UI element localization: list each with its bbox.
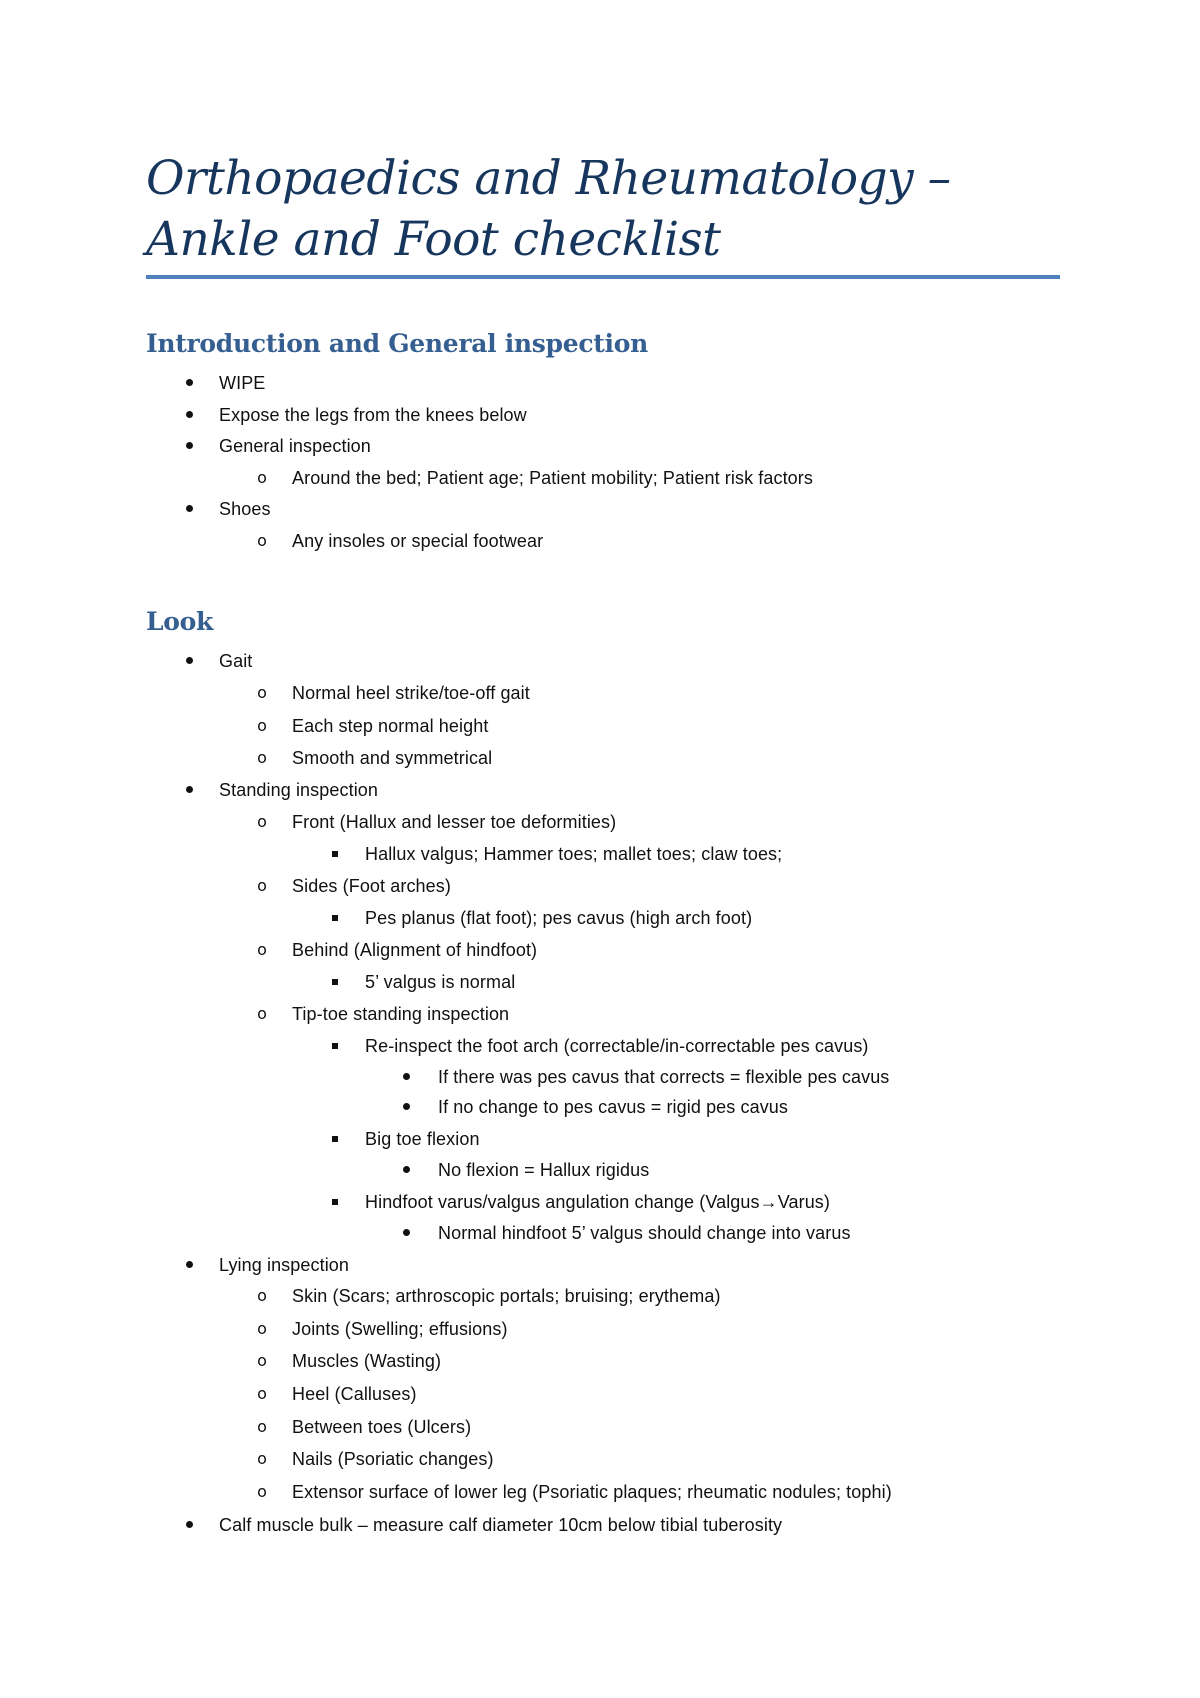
bullet-circle-icon — [252, 678, 272, 708]
checklist-item-text: Smooth and symmetrical — [292, 748, 493, 768]
bullet-dot-icon — [397, 1092, 417, 1122]
document-title: Orthopaedics and Rheumatology – Ankle and Foot checklist — [146, 151, 951, 267]
section-heading-introduction: Introduction and General inspection — [146, 329, 648, 358]
bullet-circle-icon — [252, 1379, 272, 1409]
checklist-item-text: Any insoles or special footwear — [292, 531, 544, 551]
section-heading-look: Look — [146, 607, 214, 636]
checklist-item-text: Each step normal height — [292, 716, 489, 736]
checklist-item-text: Behind (Alignment of hindfoot) — [292, 940, 538, 960]
checklist-item-text: If there was pes cavus that corrects = flexible pes cavus — [438, 1067, 890, 1087]
checklist-item-text: Sides (Foot arches) — [292, 876, 451, 896]
checklist-item-text: Gait — [219, 651, 253, 671]
checklist-item-text: Joints (Swelling; effusions) — [292, 1319, 508, 1339]
bullet-dot-icon — [180, 1250, 200, 1280]
bullet-circle-icon — [252, 1346, 272, 1376]
checklist-item-text: If no change to pes cavus = rigid pes cavus — [438, 1097, 789, 1117]
bullet-dot-icon — [180, 646, 200, 676]
bullet-square-icon — [325, 903, 345, 933]
bullet-square-icon — [325, 1124, 345, 1154]
bullet-dot-icon — [180, 775, 200, 805]
checklist-item-text: Shoes — [219, 499, 271, 519]
bullet-circle-icon — [252, 463, 272, 493]
checklist-item-text: No flexion = Hallux rigidus — [438, 1160, 650, 1180]
bullet-circle-icon — [252, 711, 272, 741]
bullet-dot-icon — [397, 1062, 417, 1092]
checklist-item-text: Calf muscle bulk – measure calf diameter 10cm below tibial tuberosity — [219, 1515, 783, 1535]
checklist-item-text: Around the bed; Patient age; Patient mobility; Patient risk factors — [292, 468, 813, 488]
bullet-circle-icon — [252, 1444, 272, 1474]
bullet-circle-icon — [252, 999, 272, 1029]
bullet-square-icon — [325, 1187, 345, 1217]
checklist-item-text: Standing inspection — [219, 780, 379, 800]
bullet-circle-icon — [252, 871, 272, 901]
checklist-item-text: WIPE — [219, 373, 266, 393]
checklist-item-text: Lying inspection — [219, 1255, 350, 1275]
checklist-item-text: Between toes (Ulcers) — [292, 1417, 472, 1437]
bullet-circle-icon — [252, 1477, 272, 1507]
bullet-square-icon — [325, 839, 345, 869]
checklist-item-text: Extensor surface of lower leg (Psoriatic plaques; rheumatic nodules; tophi) — [292, 1482, 892, 1502]
bullet-dot-icon — [397, 1155, 417, 1185]
bullet-circle-icon — [252, 807, 272, 837]
checklist-item-text: Re-inspect the foot arch (correctable/in-correctable pes cavus) — [365, 1036, 869, 1056]
checklist-item-text: Heel (Calluses) — [292, 1384, 417, 1404]
checklist-item-text: Hallux valgus; Hammer toes; mallet toes; claw toes; — [365, 844, 783, 864]
checklist-item-text: Tip-toe standing inspection — [292, 1004, 510, 1024]
bullet-dot-icon — [180, 431, 200, 461]
bullet-dot-icon — [180, 494, 200, 524]
bullet-dot-icon — [180, 400, 200, 430]
checklist-item-text: Hindfoot varus/valgus angulation change (Valgus→Varus) — [365, 1192, 830, 1212]
bullet-square-icon — [325, 967, 345, 997]
title-underline — [146, 275, 1060, 279]
bullet-circle-icon — [252, 1314, 272, 1344]
bullet-circle-icon — [252, 1281, 272, 1311]
bullet-circle-icon — [252, 743, 272, 773]
checklist-item-text: Expose the legs from the knees below — [219, 405, 527, 425]
checklist-item-text: Normal heel strike/toe-off gait — [292, 683, 530, 703]
checklist-item-text: 5’ valgus is normal — [365, 972, 516, 992]
bullet-dot-icon — [180, 1510, 200, 1540]
checklist-item-text: Front (Hallux and lesser toe deformities) — [292, 812, 617, 832]
checklist-item-text: Normal hindfoot 5’ valgus should change into varus — [438, 1223, 851, 1243]
bullet-dot-icon — [397, 1218, 417, 1248]
checklist-item-text: Muscles (Wasting) — [292, 1351, 442, 1371]
bullet-circle-icon — [252, 935, 272, 965]
checklist-item-text: General inspection — [219, 436, 371, 456]
bullet-dot-icon — [180, 368, 200, 398]
bullet-circle-icon — [252, 1412, 272, 1442]
checklist-item-text: Big toe flexion — [365, 1129, 480, 1149]
bullet-square-icon — [325, 1031, 345, 1061]
checklist-item-text: Skin (Scars; arthroscopic portals; bruising; erythema) — [292, 1286, 721, 1306]
checklist-item-text: Nails (Psoriatic changes) — [292, 1449, 494, 1469]
bullet-circle-icon — [252, 526, 272, 556]
checklist-item-text: Pes planus (flat foot); pes cavus (high arch foot) — [365, 908, 753, 928]
